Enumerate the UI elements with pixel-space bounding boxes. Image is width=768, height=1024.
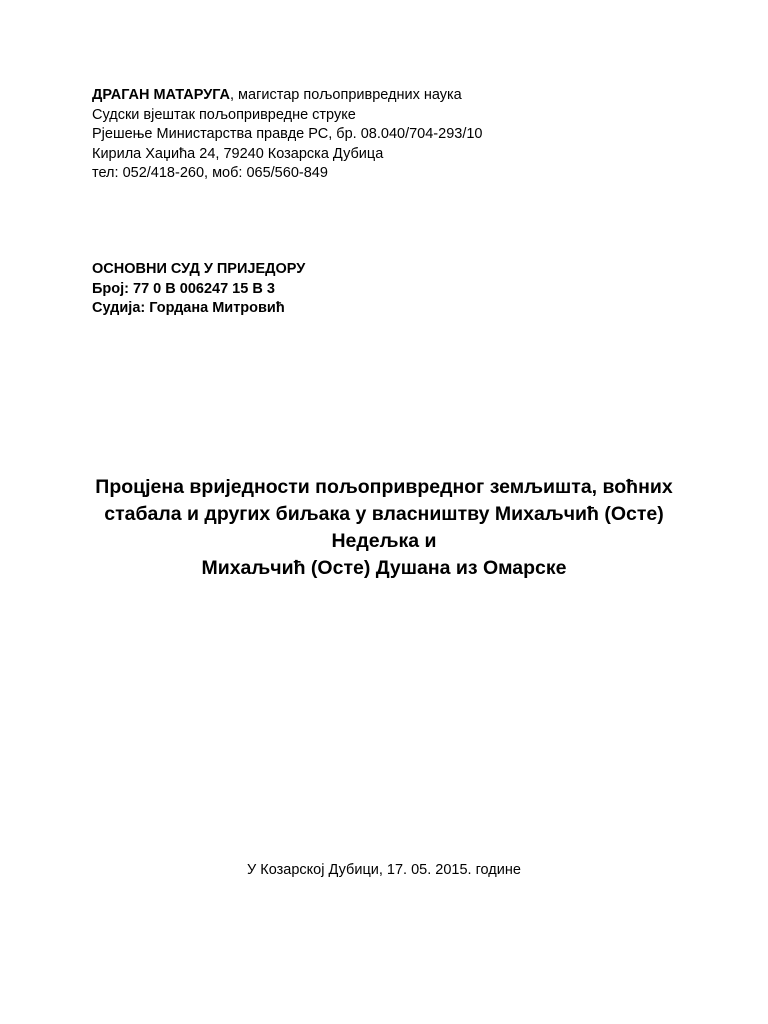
document-title: [60, 474, 708, 582]
author-name: ДРАГАН МАТАРУГА: [92, 87, 230, 103]
author-decision: Рјешење Министарства правде РС, бр. 08.040/704-293/10: [92, 126, 483, 142]
judge-name: Судија: Гордана Митровић: [92, 300, 285, 316]
place-and-date: У Козарској Дубици, 17. 05. 2015. године: [247, 862, 521, 878]
author-name-line: [92, 86, 482, 106]
author-phone: тел: 052/418-260, моб: 065/560-849: [92, 165, 328, 181]
case-number: Број: 77 0 В 006247 15 В 3: [92, 280, 275, 297]
author-info: [92, 86, 482, 184]
court-name: ОСНОВНИ СУД У ПРИЈЕДОРУ: [92, 261, 306, 277]
author-address: Кирила Хаџића 24, 79240 Козарска Дубица: [92, 145, 384, 162]
author-role: Судски вјештак пољопривредне струке: [92, 106, 356, 123]
title-line: Михаљчић (Осте) Душана из Омарске: [201, 557, 567, 579]
author-degree: , магистар пољопривредних наука: [230, 87, 462, 103]
title-line: Недељка и: [331, 530, 437, 552]
title-line: Процјена вриједности пољопривредног земљишта, воћних: [95, 476, 673, 498]
court-info: [92, 260, 305, 319]
title-line: стабала и других биљака у власништву Михаљчић (Осте): [104, 503, 664, 525]
